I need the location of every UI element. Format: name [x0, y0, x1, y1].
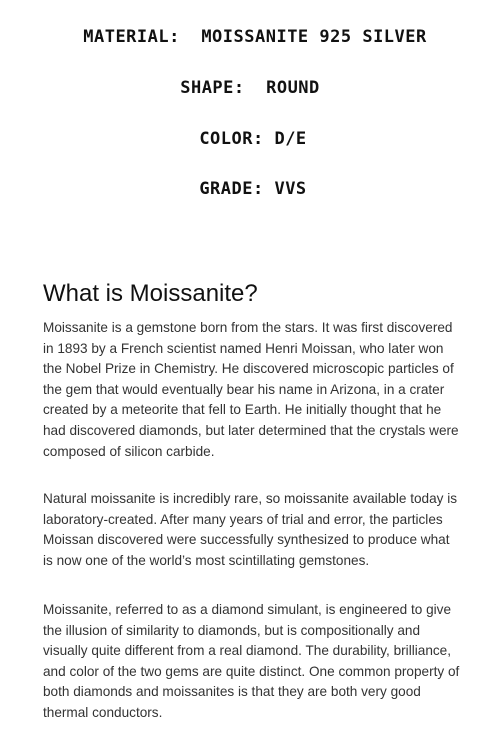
- article-title: What is Moissanite?: [43, 280, 258, 307]
- spec-material: MATERIAL: MOISSANITE 925 SILVER: [83, 27, 427, 47]
- article-paragraph: Moissanite is a gemstone born from the stars. It was first discovered in 1893 by a French scientist named Henri Moissan, who later won the Nobel Prize in Chemistry. He discovered microscopic particles of the gem that would eventually bear his name in Arizona, in a crater created by a meteorite that fell to Earth. He initially thought that he had discovered diamonds, but later determined that the crystals were composed of silicon carbide.: [43, 320, 459, 459]
- spec-shape: SHAPE: ROUND: [180, 78, 320, 98]
- spec-color: COLOR: D/E: [199, 129, 307, 149]
- article-paragraph: Moissanite, referred to as a diamond simulant, is engineered to give the illusion of similarity to diamonds, but is compositionally and visually quite different from a real diamond. The durability, brilliance, and color of the two gems are quite distinct. One common property of both diamonds and moissanites is that they are both very good thermal conductors.: [43, 602, 460, 720]
- spec-grade: GRADE: VVS: [199, 179, 307, 199]
- article-paragraph: Natural moissanite is incredibly rare, so moissanite available today is laboratory-created. After many years of trial and error, the particles Moissan discovered were successfully synthesized to produce what is now one of the world’s most scintillating gemstones.: [43, 491, 458, 568]
